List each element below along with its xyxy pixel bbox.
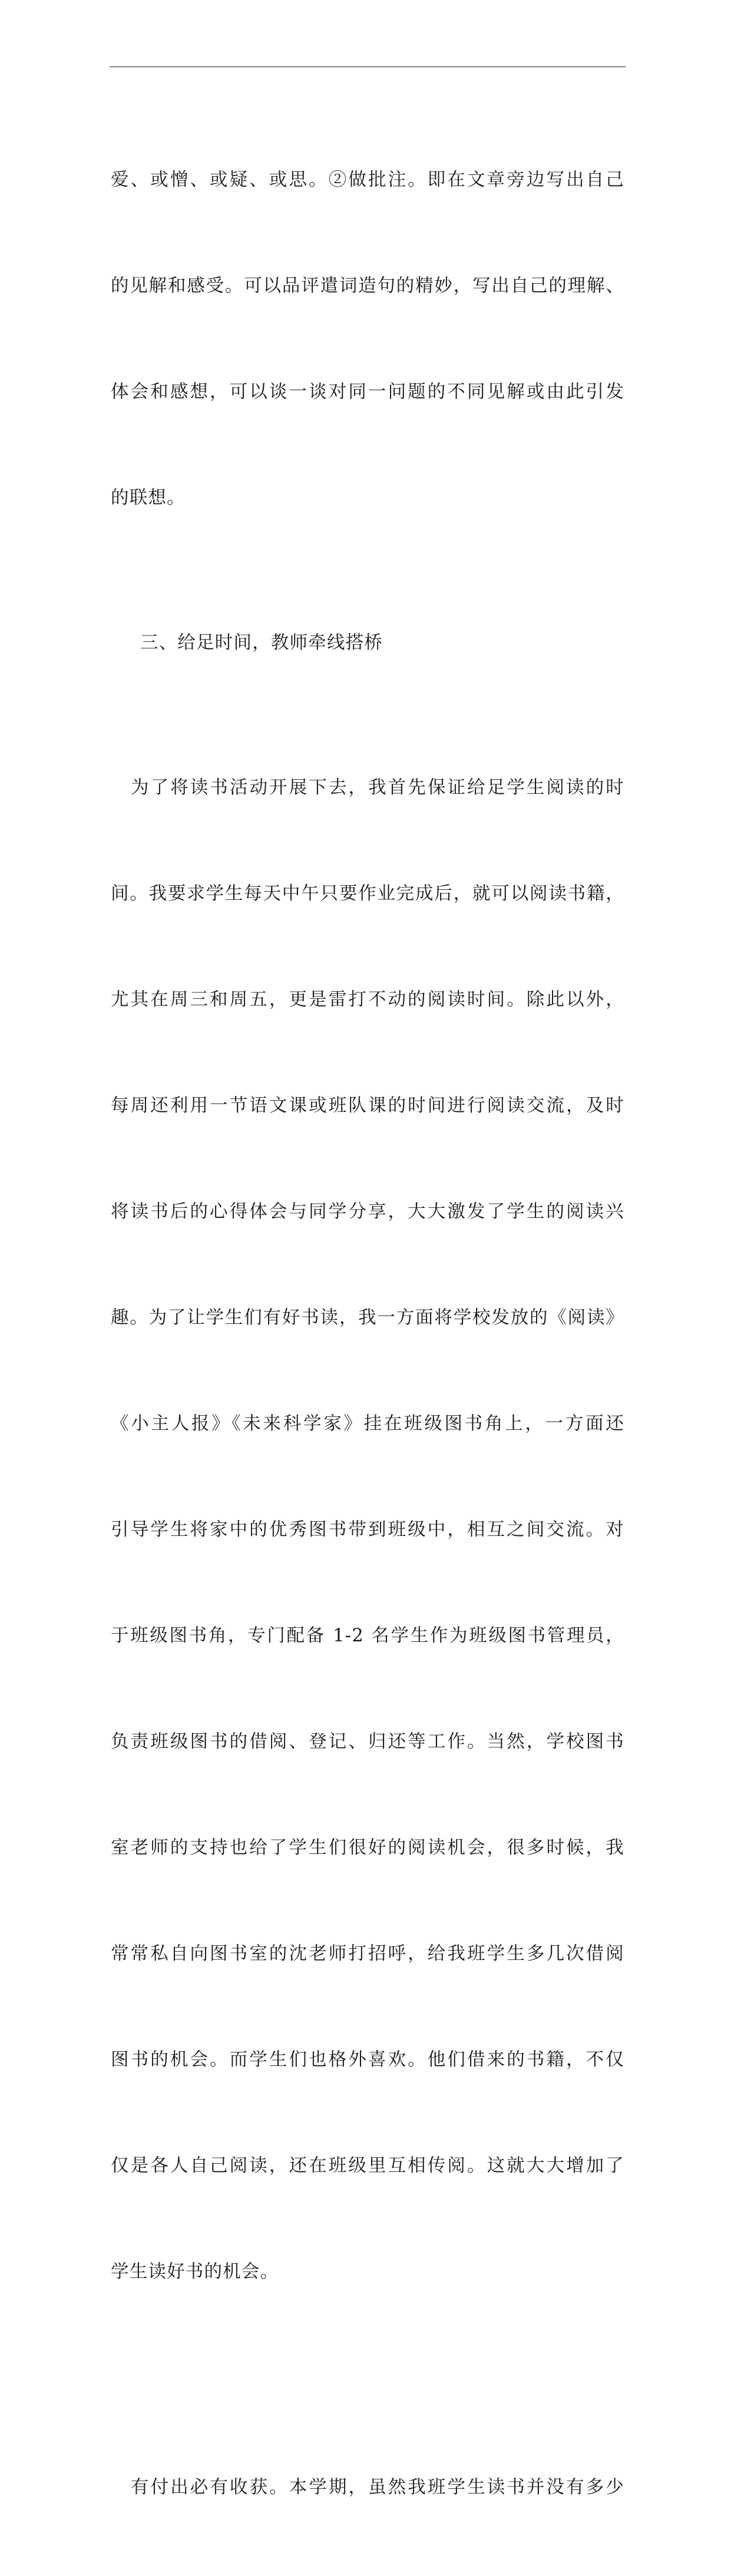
paragraph-line: 图书的机会。而学生们也格外喜欢。他们借来的书籍，不仅: [111, 2049, 624, 2070]
paragraph-1: [111, 92, 624, 587]
paragraph-line: 仅是各人自己阅读，还在班级里互相传阅。这就大大增加了: [111, 2156, 624, 2176]
section-heading: 三、给足时间，教师牵线搭桥: [140, 633, 383, 653]
paragraph-line: 爱、或憎、或疑、或思。②做批注。即在文章旁边写出自己: [111, 170, 624, 190]
paragraph-line: 有付出必有收获。本学期，虽然我班学生读书并没有多少: [131, 2477, 624, 2498]
paragraph-line: 于班级图书角，专门配备 1-2 名学生作为班级图书管理员，: [111, 1625, 624, 1646]
paragraph-line: 尤其在周三和周五，更是雷打不动的阅读时间。除此以外，: [111, 989, 624, 1010]
paragraph-line: 负责班级图书的借阅、登记、归还等工作。当然，学校图书: [111, 1731, 624, 1752]
paragraph-line: 常常私自向图书室的沈老师打招呼，给我班学生多几次借阅: [111, 1943, 624, 1964]
paragraph-spacer: [111, 587, 624, 625]
paragraph-line: 的联想。: [111, 488, 186, 508]
paragraph-line: 将读书后的心得体会与同学分享，大大激发了学生的阅读兴: [111, 1201, 624, 1222]
paragraph-line: 的见解和感受。可以品评遣词造句的精妙，写出自己的理解、: [111, 276, 624, 296]
paragraph-line: 趣。为了让学生们有好书读，我一方面将学校发放的《阅读》: [111, 1307, 624, 1328]
paragraph-line: 每周还利用一节语文课或班队课的时间进行阅读交流，及时: [111, 1095, 624, 1116]
paragraph-spacer: [111, 661, 624, 700]
document-body: [111, 92, 624, 2576]
paragraph-line: 间。我要求学生每天中午只要作业完成后，就可以阅读书籍，: [111, 883, 624, 904]
paragraph-line: 引导学生将家中的优秀图书带到班级中，相互之间交流。对: [111, 1519, 624, 1540]
paragraph-2: [111, 700, 624, 2360]
paragraph-line: 室老师的支持也给了学生们很好的阅读机会，很多时候，我: [111, 1837, 624, 1858]
paragraph-line: 学生读好书的机会。: [111, 2262, 279, 2282]
paragraph-line: 体会和感想，可以谈一谈对同一问题的不同见解或由此引发: [111, 382, 624, 402]
paragraph-line: 《小主人报》《未来科学家》挂在班级图书角上，一方面还: [111, 1413, 624, 1434]
paragraph-3: [111, 2399, 624, 2576]
paragraph-spacer: [111, 2360, 624, 2399]
paragraph-line: 为了将读书活动开展下去，我首先保证给足学生阅读的时: [131, 777, 624, 798]
